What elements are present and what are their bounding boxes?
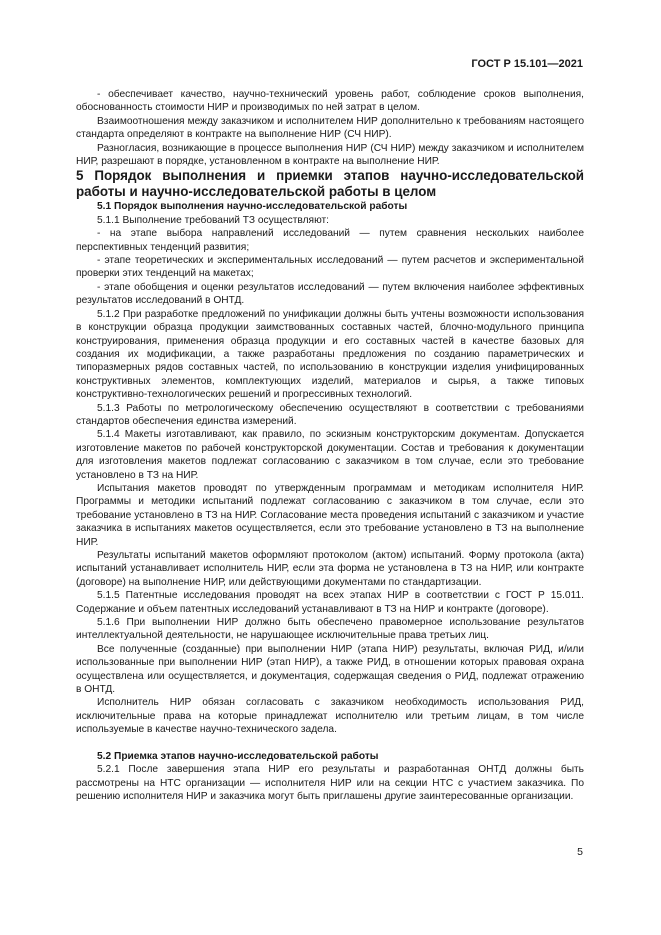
paragraph: 5.1.1 Выполнение требований ТЗ осуществляют: bbox=[97, 214, 329, 226]
paragraph: 5.1.6 При выполнении НИР должно быть обеспечено правомерное использование результатов интеллектуальной деятельности, не нарушающее исключительные права третьих лиц. bbox=[76, 617, 584, 642]
subsection-heading: 5.1 Порядок выполнения научно-исследовательской работы bbox=[97, 201, 408, 213]
subsection-heading: 5.2 Приемка этапов научно-исследовательской работы bbox=[97, 750, 379, 762]
paragraph: 5.1.2 При разработке предложений по унификации должны быть учтены возможности использования в конструкции образца продукции заимствованных составных частей, блочно-модульного принципа конструирования, применения образца продукции и его составных частей в качестве базовых для создания их модификации, а также разработаны предложения по созданию параметрических и типоразмерных рядов составных частей, по использованию в конструкции изделия унифицированных конструктивных элементов, комплектующих изделий, материалов и сырья, а также типовых конструктивно-технологических решений и прогрессивных технологий. bbox=[76, 308, 584, 401]
document-header: ГОСТ Р 15.101—2021 bbox=[471, 58, 583, 70]
paragraph: 5.1.5 Патентные исследования проводят на всех этапах НИР в соответствии с ГОСТ Р 15.011. Содержание и объем патентных исследований устанавливают в ТЗ на НИР и контракте (договоре). bbox=[76, 590, 584, 615]
paragraph: Разногласия, возникающие в процессе выполнения НИР (СЧ НИР) между заказчиком и исполнителем НИР, разрешают в порядке, установленном в контракте на выполнение НИР. bbox=[76, 142, 584, 168]
section-heading: 5 Порядок выполнения и приемки этапов научно-исследовательской работы и научно-исследовательской работы в целом bbox=[76, 168, 584, 200]
list-item: - этапе теоретических и экспериментальных исследований — путем расчетов и экспериментальной проверки этих тенденций на макетах; bbox=[76, 255, 584, 280]
list-item: - этапе обобщения и оценки результатов исследований — путем включения наиболее эффективных результатов исследований в ОНТД. bbox=[76, 281, 584, 307]
page-number: 5 bbox=[577, 846, 583, 858]
paragraph: Исполнитель НИР обязан согласовать с заказчиком необходимость использования РИД, исключительные права на которые принадлежат исполнителю или третьим лицам, в том числе используемые в качестве научно-технического задела. bbox=[76, 697, 584, 736]
paragraph: Испытания макетов проводят по утвержденным программам и методикам исполнителя НИР. Программы и методики испытаний подлежат согласованию с заказчиком в том случае, если это требование установлено в ТЗ на НИР. Согласование места проведения испытаний с заказчиком и участие заказчика в испытаниях макетов осуществляется, если это требование установлено в ТЗ на выполнение НИР. bbox=[76, 482, 584, 548]
paragraph: - обеспечивает качество, научно-технический уровень работ, соблюдение сроков выполнения, обоснованность стоимости НИР и производимых по ней затрат в целом. bbox=[76, 89, 584, 114]
paragraph: 5.1.4 Макеты изготавливают, как правило, по эскизным конструкторским документам. Допускается изготовление макетов по рабочей конструкторской документации. Состав и требования к документации для изготовления макетов подлежат согласованию с заказчиком в том случае, если это требование установлено в ТЗ на НИР. bbox=[76, 429, 584, 481]
list-item: - на этапе выбора направлений исследований — путем сравнения нескольких наиболее перспективных тенденций развития; bbox=[76, 228, 584, 253]
paragraph: 5.1.3 Работы по метрологическому обеспечению осуществляют в соответствии с требованиями стандартов обеспечения единства измерений. bbox=[76, 402, 584, 427]
paragraph: Результаты испытаний макетов оформляют протоколом (актом) испытаний. Форму протокола (акта) испытаний устанавливает исполнитель НИР, если эта форма не установлена в ТЗ на НИР, или контракте (договоре) на выполнение НИР, или действующими документами по стандартизации. bbox=[76, 550, 584, 588]
paragraph: Взаимоотношения между заказчиком и исполнителем НИР дополнительно к требованиям настоящего стандарта определяют в контракте на выполнение НИР (СЧ НИР). bbox=[76, 115, 584, 141]
page-body bbox=[76, 88, 584, 803]
paragraph: Все полученные (созданные) при выполнении НИР (этапа НИР) результаты, включая РИД, и/или использованные при выполнении НИР (этап НИР), а также РИД, в отношении которых правовая охрана осуществлена или осуществляется, и документация, содержащая сведения о РИД, подлежат отражению в ОНТД. bbox=[76, 643, 584, 696]
paragraph: 5.2.1 После завершения этапа НИР его результаты и разработанная ОНТД должны быть рассмотрены на НТС организации — исполнителя НИР или на секции НТС с участием заказчика. По решению исполнителя НИР и заказчика могут быть приглашены другие заинтересованные организации. bbox=[76, 764, 584, 802]
